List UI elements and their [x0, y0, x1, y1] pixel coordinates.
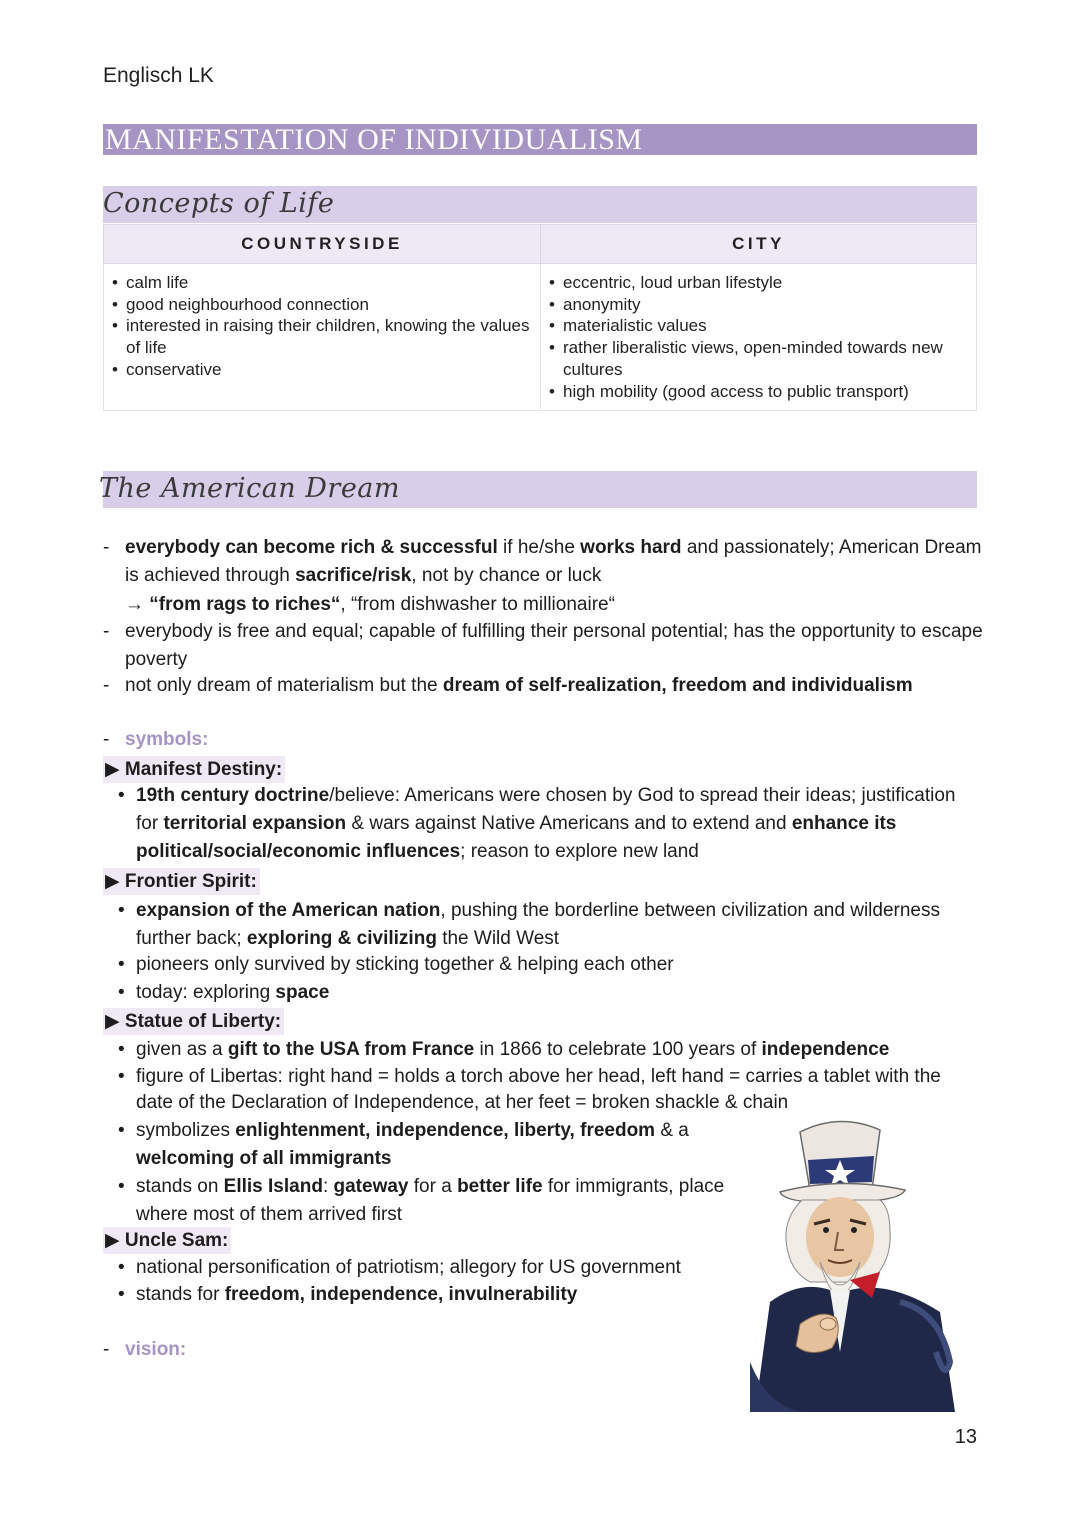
list-item: • high mobility (good access to public transport): [549, 381, 966, 403]
column-header-countryside: COUNTRYSIDE: [104, 225, 541, 264]
list-item: • good neighbourhood connection: [112, 294, 530, 316]
list-item: • interested in raising their children, knowing the values of life: [112, 315, 530, 358]
liberty-bullet-4: • stands on Ellis Island: gateway for a better life for immigrants, place where most of them arrived first: [118, 1176, 725, 1225]
frontier-bullet-2: • pioneers only survived by sticking together & helping each other: [118, 954, 674, 975]
dream-heading: The American Dream: [99, 473, 401, 504]
city-cell: [541, 264, 977, 411]
dream-point-3: - not only dream of materialism but the dream of self-realization, freedom and individualism: [103, 675, 913, 696]
document-header: Englisch LK: [103, 64, 214, 87]
list-item: • eccentric, loud urban lifestyle: [549, 272, 966, 294]
list-item: • anonymity: [549, 294, 966, 316]
vision-label: - vision:: [103, 1339, 187, 1360]
rags-to-riches-line: → “from rags to riches“, “from dishwasher to millionaire“: [125, 594, 615, 615]
uncle-sam-heading: ▶ Uncle Sam:: [103, 1227, 231, 1254]
list-item: • calm life: [112, 272, 530, 294]
statue-of-liberty-heading: ▶ Statue of Liberty:: [103, 1008, 284, 1035]
list-item: • materialistic values: [549, 315, 966, 337]
manifest-destiny-heading: ▶ Manifest Destiny:: [103, 756, 285, 783]
uncle-sam-illustration: [740, 1112, 970, 1412]
sam-bullet-2: • stands for freedom, independence, invulnerability: [118, 1284, 578, 1305]
frontier-spirit-heading: ▶ Frontier Spirit:: [103, 868, 260, 895]
section-title-bar: [103, 124, 977, 155]
manifest-bullet-1: • 19th century doctrine/believe: Americans were chosen by God to spread their ideas; justification for territorial expansion & wars against Native Americans and to extend and enhance its political/social/economic influences; reason to explore new land: [118, 785, 956, 862]
dream-point-1: - everybody can become rich & successful if he/she works hard and passionately; American Dream is achieved through sacrifice/risk, not by chance or luck → “from rags to riches“, “from dishwasher to millionaire“: [103, 534, 983, 620]
concepts-heading-bar: [103, 186, 977, 223]
liberty-bullet-2: • figure of Libertas: right hand = holds a torch above her head, left hand = carries a tablet with the date of the Declaration of Independence, at her feet = broken shackle & chain: [118, 1066, 941, 1113]
section-title: MANIFESTATION OF INDIVIDUALISM: [105, 123, 643, 156]
liberty-bullet-3: • symbolizes enlightenment, independence, liberty, freedom & a welcoming of all immigrants: [118, 1120, 689, 1169]
symbols-label: - symbols:: [103, 729, 209, 750]
sam-bullet-1: • national personification of patriotism; allegory for US government: [118, 1257, 681, 1278]
list-item: • rather liberalistic views, open-minded towards new cultures: [549, 337, 966, 380]
column-header-city: CITY: [541, 225, 977, 264]
city-list: [549, 272, 966, 402]
concepts-heading: Concepts of Life: [103, 188, 335, 219]
concepts-table: [103, 224, 977, 411]
liberty-bullet-1: • given as a gift to the USA from France in 1866 to celebrate 100 years of independence: [118, 1039, 890, 1060]
countryside-cell: [104, 264, 541, 411]
dream-point-2: - everybody is free and equal; capable of fulfilling their personal potential; has the opportunity to escape poverty: [103, 621, 983, 670]
page-number: 13: [954, 1426, 977, 1448]
countryside-list: [112, 272, 530, 381]
frontier-bullet-1: • expansion of the American nation, pushing the borderline between civilization and wilderness further back; exploring & civilizing the Wild West: [118, 900, 940, 949]
list-item: • conservative: [112, 359, 530, 381]
frontier-bullet-3: • today: exploring space: [118, 982, 330, 1003]
dream-heading-bar: [99, 471, 977, 508]
